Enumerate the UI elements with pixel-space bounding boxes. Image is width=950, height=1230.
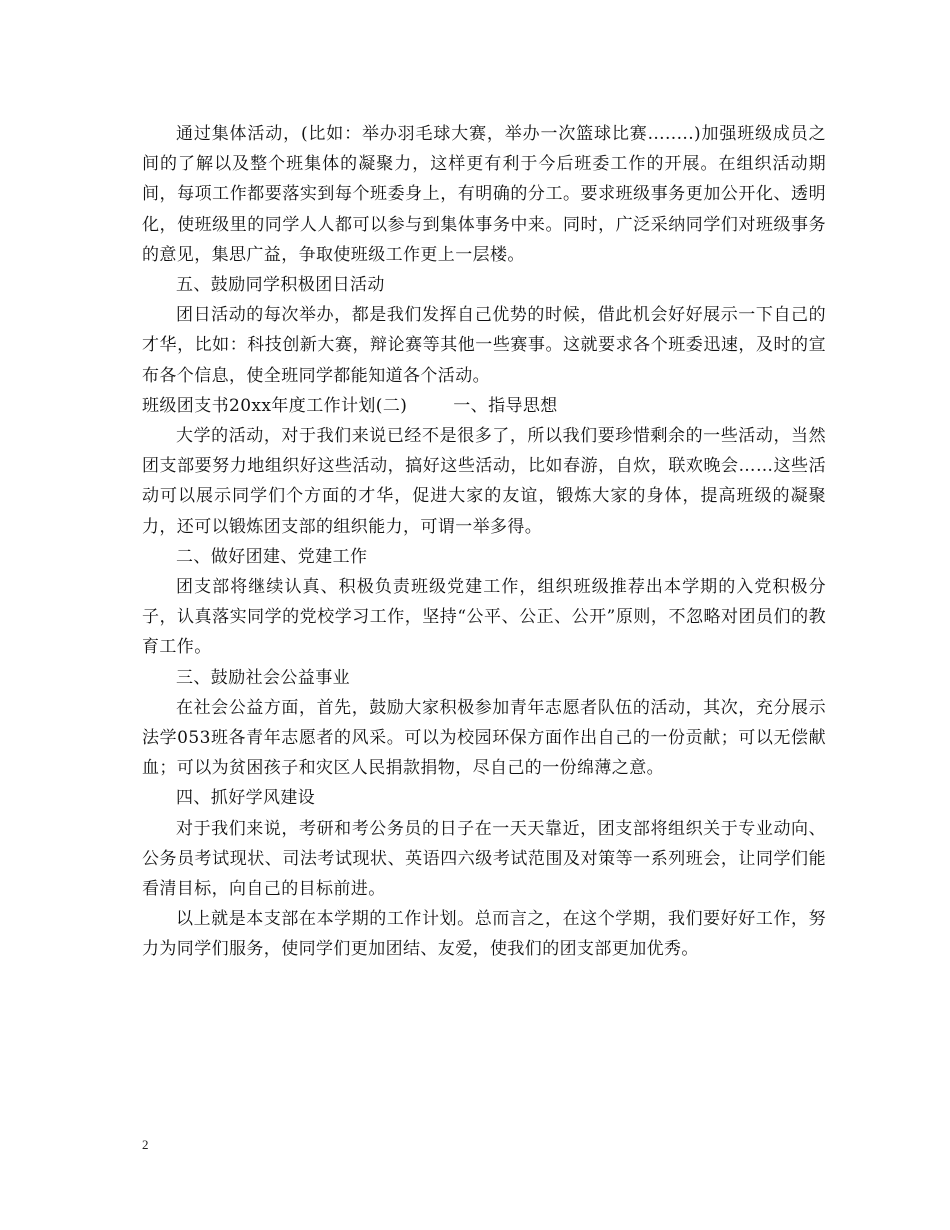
paragraph-league-day-activities: 团日活动的每次举办，都是我们发挥自己优势的时候，借此机会好好展示一下自己的才华，比如：科技创新大赛，辩论赛等其他一些赛事。这就要求各个班委迅速，及时的宣布各个信息，使全班同学都能知道各个活动。 xyxy=(142,305,826,386)
document-body xyxy=(142,119,826,965)
section-title-line xyxy=(142,391,826,421)
paragraph-university-activities: 大学的活动，对于我们来说已经不是很多了，所以我们要珍惜剩余的一些活动，当然团支部要努力地组织好这些活动，搞好这些活动，比如春游，自炊，联欢晚会……这些活动可以展示同学们个方面的才华，促进大家的友谊，锻炼大家的身体，提高班级的凝聚力，还可以锻炼团支部的组织能力，可谓一举多得。 xyxy=(142,426,826,537)
heading-public-welfare: 三、鼓励社会公益事业 xyxy=(176,667,350,688)
plan-title: 班级团支书20xx年度工作计划(二) xyxy=(142,395,408,416)
page-number: 2 xyxy=(142,1137,149,1152)
paragraph-party-building: 团支部将继续认真、积极负责班级党建工作，组织班级推荐出本学期的入党积极分子，认真落实同学的党校学习工作，坚持“公平、公正、公开”原则，不忽略对团员们的教育工作。 xyxy=(142,577,826,658)
paragraph-public-welfare: 在社会公益方面，首先，鼓励大家积极参加青年志愿者队伍的活动，其次，充分展示法学053班各青年志愿者的风采。可以为校园环保方面作出自己的一份贡献；可以无偿献血；可以为贫困孩子和灾区人民捐款捐物，尽自己的一份绵薄之意。 xyxy=(142,697,826,779)
heading-party-building: 二、做好团建、党建工作 xyxy=(176,546,368,567)
heading-study-style: 四、抓好学风建设 xyxy=(176,788,316,809)
paragraph-class-activities: 通过集体活动，(比如：举办羽毛球大赛，举办一次篮球比赛........)加强班级成员之间的了解以及整个班集体的凝聚力，这样更有利于今后班委工作的开展。在组织活动期间，每项工作都要落实到每个班委身上，有明确的分工。要求班级事务更加公开化、透明化，使班级里的同学人人都可以参与到集体事务中来。同时，广泛采纳同学们对班级事务的意见，集思广益，争取使班级工作更上一层楼。 xyxy=(142,124,826,265)
paragraph-study-style: 对于我们来说，考研和考公务员的日子在一天天靠近，团支部将组织关于专业动向、公务员考试现状、司法考试现状、英语四六级考试范围及对策等一系列班会，让同学们能看清目标，向自己的目标前进。 xyxy=(142,818,826,900)
heading-guiding-ideology: 一、指导思想 xyxy=(453,395,558,416)
heading-encourage-league-day: 五、鼓励同学积极团日活动 xyxy=(176,275,385,296)
paragraph-conclusion: 以上就是本支部在本学期的工作计划。总而言之，在这个学期，我们要好好工作，努力为同学们服务，使同学们更加团结、友爱，使我们的团支部更加优秀。 xyxy=(142,909,826,960)
